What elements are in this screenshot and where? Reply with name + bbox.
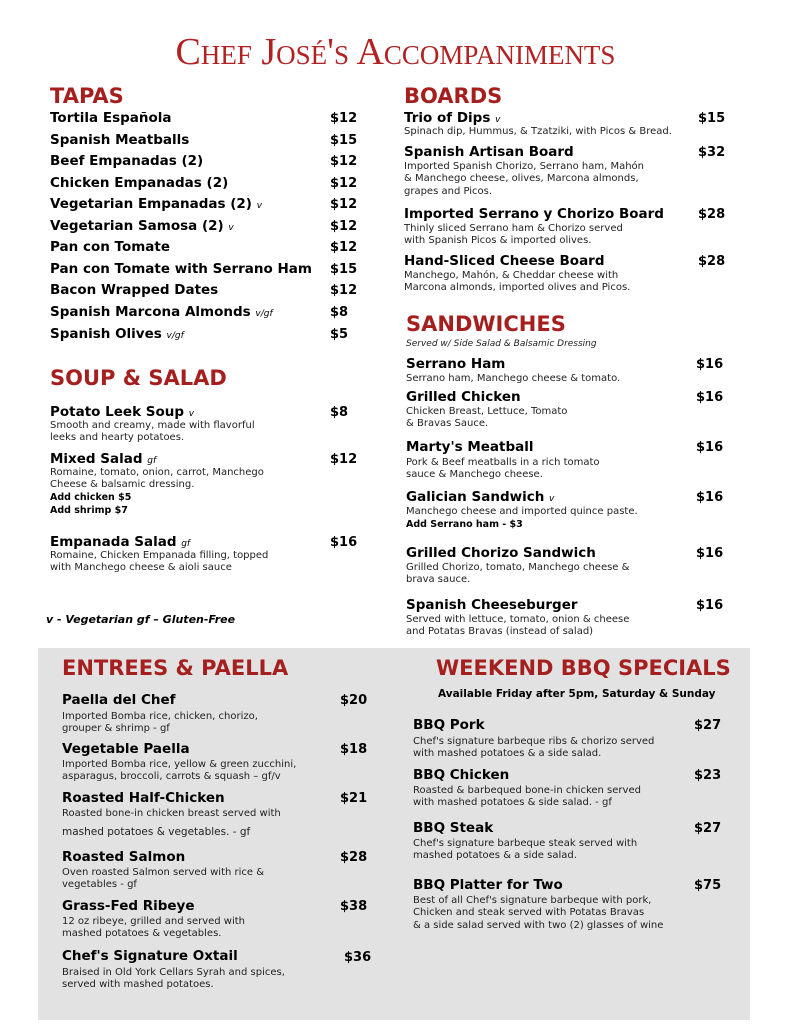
sandwiches-heading: SANDWICHES — [406, 312, 566, 336]
entree-item: Chef's Signature Oxtail — [62, 948, 238, 964]
tapas-item: Vegetarian Samosa (2) v — [50, 218, 234, 234]
soup-salad-item: Potato Leek Soup v — [50, 404, 195, 420]
tapas-price: $5 — [330, 327, 349, 342]
bbq-desc: Chef's signature barbeque ribs & chorizo served with mashed potatoes & a side salad. — [413, 736, 655, 760]
tapas-price: $8 — [330, 305, 349, 320]
entree-desc: Roasted bone-in chicken breast served with — [62, 808, 281, 819]
sandwich-item: Grilled Chorizo Sandwich — [406, 545, 596, 561]
tapas-item: Tortila Española — [50, 110, 172, 126]
boards-heading: BOARDS — [404, 84, 503, 108]
tapas-item: Bacon Wrapped Dates — [50, 282, 219, 298]
boards-item: Spanish Artisan Board — [404, 144, 574, 160]
sandwich-desc: Pork & Beef meatballs in a rich tomato sauce & Manchego cheese. — [406, 457, 600, 481]
entree-desc: Braised in Old York Cellars Syrah and spices, served with mashed potatoes. — [62, 967, 285, 991]
sandwich-price: $16 — [696, 490, 724, 505]
boards-item: Trio of Dips v — [404, 110, 501, 126]
bbq-desc: Roasted & barbequed bone-in chicken served with mashed potatoes & side salad. - gf — [413, 785, 641, 809]
boards-price: $32 — [698, 145, 726, 160]
sandwich-price: $16 — [696, 440, 724, 455]
sandwich-price: $16 — [696, 390, 724, 405]
boards-desc: Thinly sliced Serrano ham & Chorizo served with Spanish Picos & imported olives. — [404, 223, 623, 247]
entree-item: Grass-Fed Ribeye — [62, 898, 195, 914]
entree-item: Paella del Chef — [62, 692, 176, 708]
entree-desc: Imported Bomba rice, chicken, chorizo, grouper & shrimp - gf — [62, 711, 258, 735]
entree-price: $18 — [340, 742, 368, 757]
dietary-legend: v - Vegetarian gf – Gluten-Free — [46, 613, 236, 626]
entrees-heading: ENTREES & PAELLA — [62, 656, 289, 680]
boards-item: Imported Serrano y Chorizo Board — [404, 206, 664, 222]
page-title: Chef José's Accompaniments — [175, 31, 616, 73]
soup-salad-item: Empanada Salad gf — [50, 534, 191, 550]
soup-salad-heading: SOUP & SALAD — [50, 366, 227, 390]
bbq-heading: WEEKEND BBQ SPECIALS — [436, 656, 731, 680]
tapas-price: $15 — [330, 262, 358, 277]
tapas-price: $12 — [330, 197, 358, 212]
tapas-price: $12 — [330, 219, 358, 234]
sandwich-desc: Grilled Chorizo, tomato, Manchego cheese & brava sauce. — [406, 562, 630, 586]
bbq-price: $27 — [694, 821, 722, 836]
soup-salad-desc: Romaine, tomato, onion, carrot, Manchego Cheese & balsamic dressing. — [50, 467, 264, 491]
tapas-item: Spanish Olives v/gf — [50, 326, 184, 342]
tapas-price: $12 — [330, 240, 358, 255]
sandwich-item: Serrano Ham — [406, 356, 506, 372]
sandwich-item: Galician Sandwich v — [406, 489, 555, 505]
entree-price: $21 — [340, 791, 368, 806]
boards-desc: Spinach dip, Hummus, & Tzatziki, with Picos & Bread. — [404, 126, 672, 137]
entree-item: Roasted Half-Chicken — [62, 790, 225, 806]
tapas-price: $15 — [330, 133, 358, 148]
sandwich-item: Marty's Meatball — [406, 439, 534, 455]
bbq-desc: Chef's signature barbeque steak served with mashed potatoes & a side salad. — [413, 838, 638, 862]
tapas-item: Beef Empanadas (2) — [50, 153, 204, 169]
bbq-item: BBQ Chicken — [413, 767, 510, 783]
sandwiches-subtitle: Served w/ Side Salad & Balsamic Dressing — [406, 339, 597, 349]
tapas-item: Spanish Marcona Almonds v/gf — [50, 304, 273, 320]
bbq-desc: Best of all Chef's signature barbeque with pork, Chicken and steak served with Potatas Bravas & a side salad served with two (2) glasses of wine — [413, 895, 664, 931]
add-shrimp-note: Add shrimp $7 — [50, 505, 128, 516]
sandwich-desc: Chicken Breast, Lettuce, Tomato & Bravas Sauce. — [406, 406, 568, 430]
entree-desc: Imported Bomba rice, yellow & green zucchini, asparagus, broccoli, carrots & squash – gf/v — [62, 759, 297, 783]
sandwich-item: Grilled Chicken — [406, 389, 521, 405]
bbq-item: BBQ Platter for Two — [413, 877, 563, 893]
tapas-item: Pan con Tomate with Serrano Ham — [50, 261, 312, 277]
boards-desc: Manchego, Mahón, & Cheddar cheese with Marcona almonds, imported olives and Picos. — [404, 270, 631, 294]
bbq-price: $75 — [694, 878, 722, 893]
soup-salad-price: $12 — [330, 452, 358, 467]
bbq-item: BBQ Pork — [413, 717, 485, 733]
soup-salad-item: Mixed Salad gf — [50, 451, 157, 467]
sandwich-price: $16 — [696, 598, 724, 613]
entree-price: $20 — [340, 693, 368, 708]
bbq-price: $23 — [694, 768, 722, 783]
entree-price: $28 — [340, 850, 368, 865]
boards-item: Hand-Sliced Cheese Board — [404, 253, 605, 269]
soup-salad-desc: Romaine, Chicken Empanada filling, topped with Manchego cheese & aioli sauce — [50, 550, 269, 574]
entree-desc: Oven roasted Salmon served with rice & vegetables - gf — [62, 867, 265, 891]
bbq-availability: Available Friday after 5pm, Saturday & Sunday — [438, 688, 716, 700]
tapas-price: $12 — [330, 176, 358, 191]
boards-price: $28 — [698, 207, 726, 222]
entree-price: $36 — [344, 950, 372, 965]
add-serrano-note: Add Serrano ham - $3 — [406, 519, 523, 530]
boards-desc: Imported Spanish Chorizo, Serrano ham, Mahón & Manchego cheese, olives, Marcona almonds, grapes and Picos. — [404, 161, 645, 197]
entree-desc: 12 oz ribeye, grilled and served with mashed potatoes & vegetables. — [62, 916, 246, 940]
entree-desc-cont: mashed potatoes & vegetables. - gf — [62, 826, 251, 838]
sandwich-price: $16 — [696, 357, 724, 372]
soup-salad-desc: Smooth and creamy, made with flavorful leeks and hearty potatoes. — [50, 420, 255, 444]
tapas-item: Vegetarian Empanadas (2) v — [50, 196, 263, 212]
tapas-price: $12 — [330, 154, 358, 169]
sandwich-desc: Manchego cheese and imported quince paste. — [406, 506, 638, 517]
sandwich-desc: Serrano ham, Manchego cheese & tomato. — [406, 373, 621, 384]
bbq-item: BBQ Steak — [413, 820, 494, 836]
tapas-item: Spanish Meatballs — [50, 132, 190, 148]
entree-item: Roasted Salmon — [62, 849, 186, 865]
soup-salad-price: $8 — [330, 405, 349, 420]
sandwich-price: $16 — [696, 546, 724, 561]
add-chicken-note: Add chicken $5 — [50, 492, 132, 503]
boards-price: $15 — [698, 111, 726, 126]
bbq-price: $27 — [694, 718, 722, 733]
entree-price: $38 — [340, 899, 368, 914]
tapas-heading: TAPAS — [50, 84, 124, 108]
entree-item: Vegetable Paella — [62, 741, 190, 757]
boards-price: $28 — [698, 254, 726, 269]
tapas-price: $12 — [330, 283, 358, 298]
tapas-price: $12 — [330, 111, 358, 126]
tapas-item: Chicken Empanadas (2) — [50, 175, 229, 191]
tapas-item: Pan con Tomate — [50, 239, 171, 255]
sandwich-desc: Served with lettuce, tomato, onion & cheese and Potatas Bravas (instead of salad) — [406, 614, 630, 638]
soup-salad-price: $16 — [330, 535, 358, 550]
sandwich-item: Spanish Cheeseburger — [406, 597, 578, 613]
